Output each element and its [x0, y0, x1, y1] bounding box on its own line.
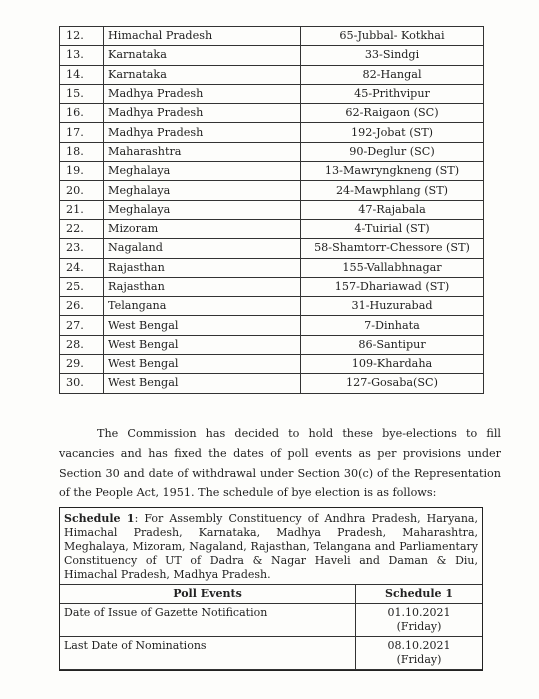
constituency-name: 13-Mawryngkneng (ST)	[301, 162, 484, 181]
constituency-name: 7-Dinhata	[301, 316, 484, 335]
state-name: Meghalaya	[104, 200, 301, 219]
row-number: 21.	[60, 200, 104, 219]
constituency-name: 45-Prithvipur	[301, 84, 484, 103]
state-name: Rajasthan	[104, 277, 301, 296]
poll-event-name: Last Date of Nominations	[60, 637, 356, 670]
row-number: 25.	[60, 277, 104, 296]
table-row	[60, 123, 484, 142]
state-name: West Bengal	[104, 335, 301, 354]
row-number: 14.	[60, 65, 104, 84]
schedule-description	[60, 508, 482, 584]
poll-event-row	[60, 604, 482, 637]
poll-event-row	[60, 637, 482, 670]
row-number: 30.	[60, 374, 104, 393]
poll-events-header-row	[60, 585, 482, 604]
constituency-name: 127-Gosaba(SC)	[301, 374, 484, 393]
state-name: Himachal Pradesh	[104, 27, 301, 46]
constituency-name: 157-Dhariawad (ST)	[301, 277, 484, 296]
state-name: Rajasthan	[104, 258, 301, 277]
poll-events-table	[60, 584, 482, 670]
table-row	[60, 27, 484, 46]
row-number: 28.	[60, 335, 104, 354]
table-row	[60, 277, 484, 296]
constituency-name: 24-Mawphlang (ST)	[301, 181, 484, 200]
schedule-box	[59, 507, 483, 671]
schedule-description-text: : For Assembly Constituency of Andhra Pradesh, Haryana, Himachal Pradesh, Karnataka, Madhya Pradesh, Maharashtra, Meghalaya, Mizoram, Nagaland, Rajasthan, Telangana and Parliamentary Constituency of UT of Dadra & Nagar Haveli and Daman & Diu, Himachal Pradesh, Madhya Pradesh.	[64, 512, 478, 581]
constituency-table	[59, 26, 484, 394]
table-row	[60, 200, 484, 219]
constituency-name: 58-Shamtorr-Chessore (ST)	[301, 239, 484, 258]
poll-event-date-cell	[356, 637, 483, 670]
state-name: Madhya Pradesh	[104, 123, 301, 142]
poll-event-date: 01.10.2021	[387, 606, 451, 619]
table-row	[60, 355, 484, 374]
constituency-name: 4-Tuirial (ST)	[301, 219, 484, 238]
row-number: 29.	[60, 355, 104, 374]
row-number: 17.	[60, 123, 104, 142]
schedule-1-header: Schedule 1	[356, 585, 483, 604]
row-number: 20.	[60, 181, 104, 200]
schedule-title: Schedule 1	[64, 512, 135, 525]
paragraph-text: The Commission has decided to hold these bye-elections to fill vacancies and has fixed the dates of poll events as per provisions under Section 30 and date of withdrawal under Section 30(c) of the Representation of the People Act, 1951. The schedule of bye election is as follows:	[59, 427, 501, 500]
table-row	[60, 374, 484, 393]
constituency-name: 82-Hangal	[301, 65, 484, 84]
constituency-name: 90-Deglur (SC)	[301, 142, 484, 161]
state-name: Telangana	[104, 297, 301, 316]
table-row	[60, 46, 484, 65]
poll-event-weekday: (Friday)	[396, 620, 442, 633]
constituency-name: 65-Jubbal- Kotkhai	[301, 27, 484, 46]
table-row	[60, 335, 484, 354]
constituency-name: 62-Raigaon (SC)	[301, 104, 484, 123]
row-number: 13.	[60, 46, 104, 65]
state-name: Karnataka	[104, 46, 301, 65]
state-name: Madhya Pradesh	[104, 84, 301, 103]
row-number: 24.	[60, 258, 104, 277]
bye-election-paragraph	[59, 424, 501, 503]
table-row	[60, 239, 484, 258]
table-row	[60, 84, 484, 103]
poll-event-weekday: (Friday)	[396, 653, 442, 666]
poll-events-body	[60, 604, 482, 670]
table-row	[60, 65, 484, 84]
poll-events-header: Poll Events	[60, 585, 356, 604]
table-row	[60, 181, 484, 200]
row-number: 26.	[60, 297, 104, 316]
row-number: 22.	[60, 219, 104, 238]
row-number: 16.	[60, 104, 104, 123]
row-number: 15.	[60, 84, 104, 103]
constituency-table-body	[60, 27, 484, 394]
constituency-name: 31-Huzurabad	[301, 297, 484, 316]
constituency-name: 155-Vallabhnagar	[301, 258, 484, 277]
poll-event-name: Date of Issue of Gazette Notification	[60, 604, 356, 637]
state-name: Meghalaya	[104, 181, 301, 200]
constituency-name: 47-Rajabala	[301, 200, 484, 219]
table-row	[60, 142, 484, 161]
table-row	[60, 104, 484, 123]
state-name: West Bengal	[104, 355, 301, 374]
row-number: 27.	[60, 316, 104, 335]
poll-event-date: 08.10.2021	[387, 639, 451, 652]
constituency-name: 109-Khardaha	[301, 355, 484, 374]
constituency-name: 192-Jobat (ST)	[301, 123, 484, 142]
state-name: Nagaland	[104, 239, 301, 258]
row-number: 19.	[60, 162, 104, 181]
poll-event-date-cell	[356, 604, 483, 637]
state-name: Meghalaya	[104, 162, 301, 181]
constituency-name: 86-Santipur	[301, 335, 484, 354]
state-name: Karnataka	[104, 65, 301, 84]
table-row	[60, 297, 484, 316]
table-row	[60, 219, 484, 238]
state-name: West Bengal	[104, 316, 301, 335]
row-number: 12.	[60, 27, 104, 46]
row-number: 18.	[60, 142, 104, 161]
state-name: Madhya Pradesh	[104, 104, 301, 123]
table-row	[60, 258, 484, 277]
state-name: West Bengal	[104, 374, 301, 393]
constituency-name: 33-Sindgi	[301, 46, 484, 65]
row-number: 23.	[60, 239, 104, 258]
state-name: Maharashtra	[104, 142, 301, 161]
table-row	[60, 316, 484, 335]
state-name: Mizoram	[104, 219, 301, 238]
table-row	[60, 162, 484, 181]
